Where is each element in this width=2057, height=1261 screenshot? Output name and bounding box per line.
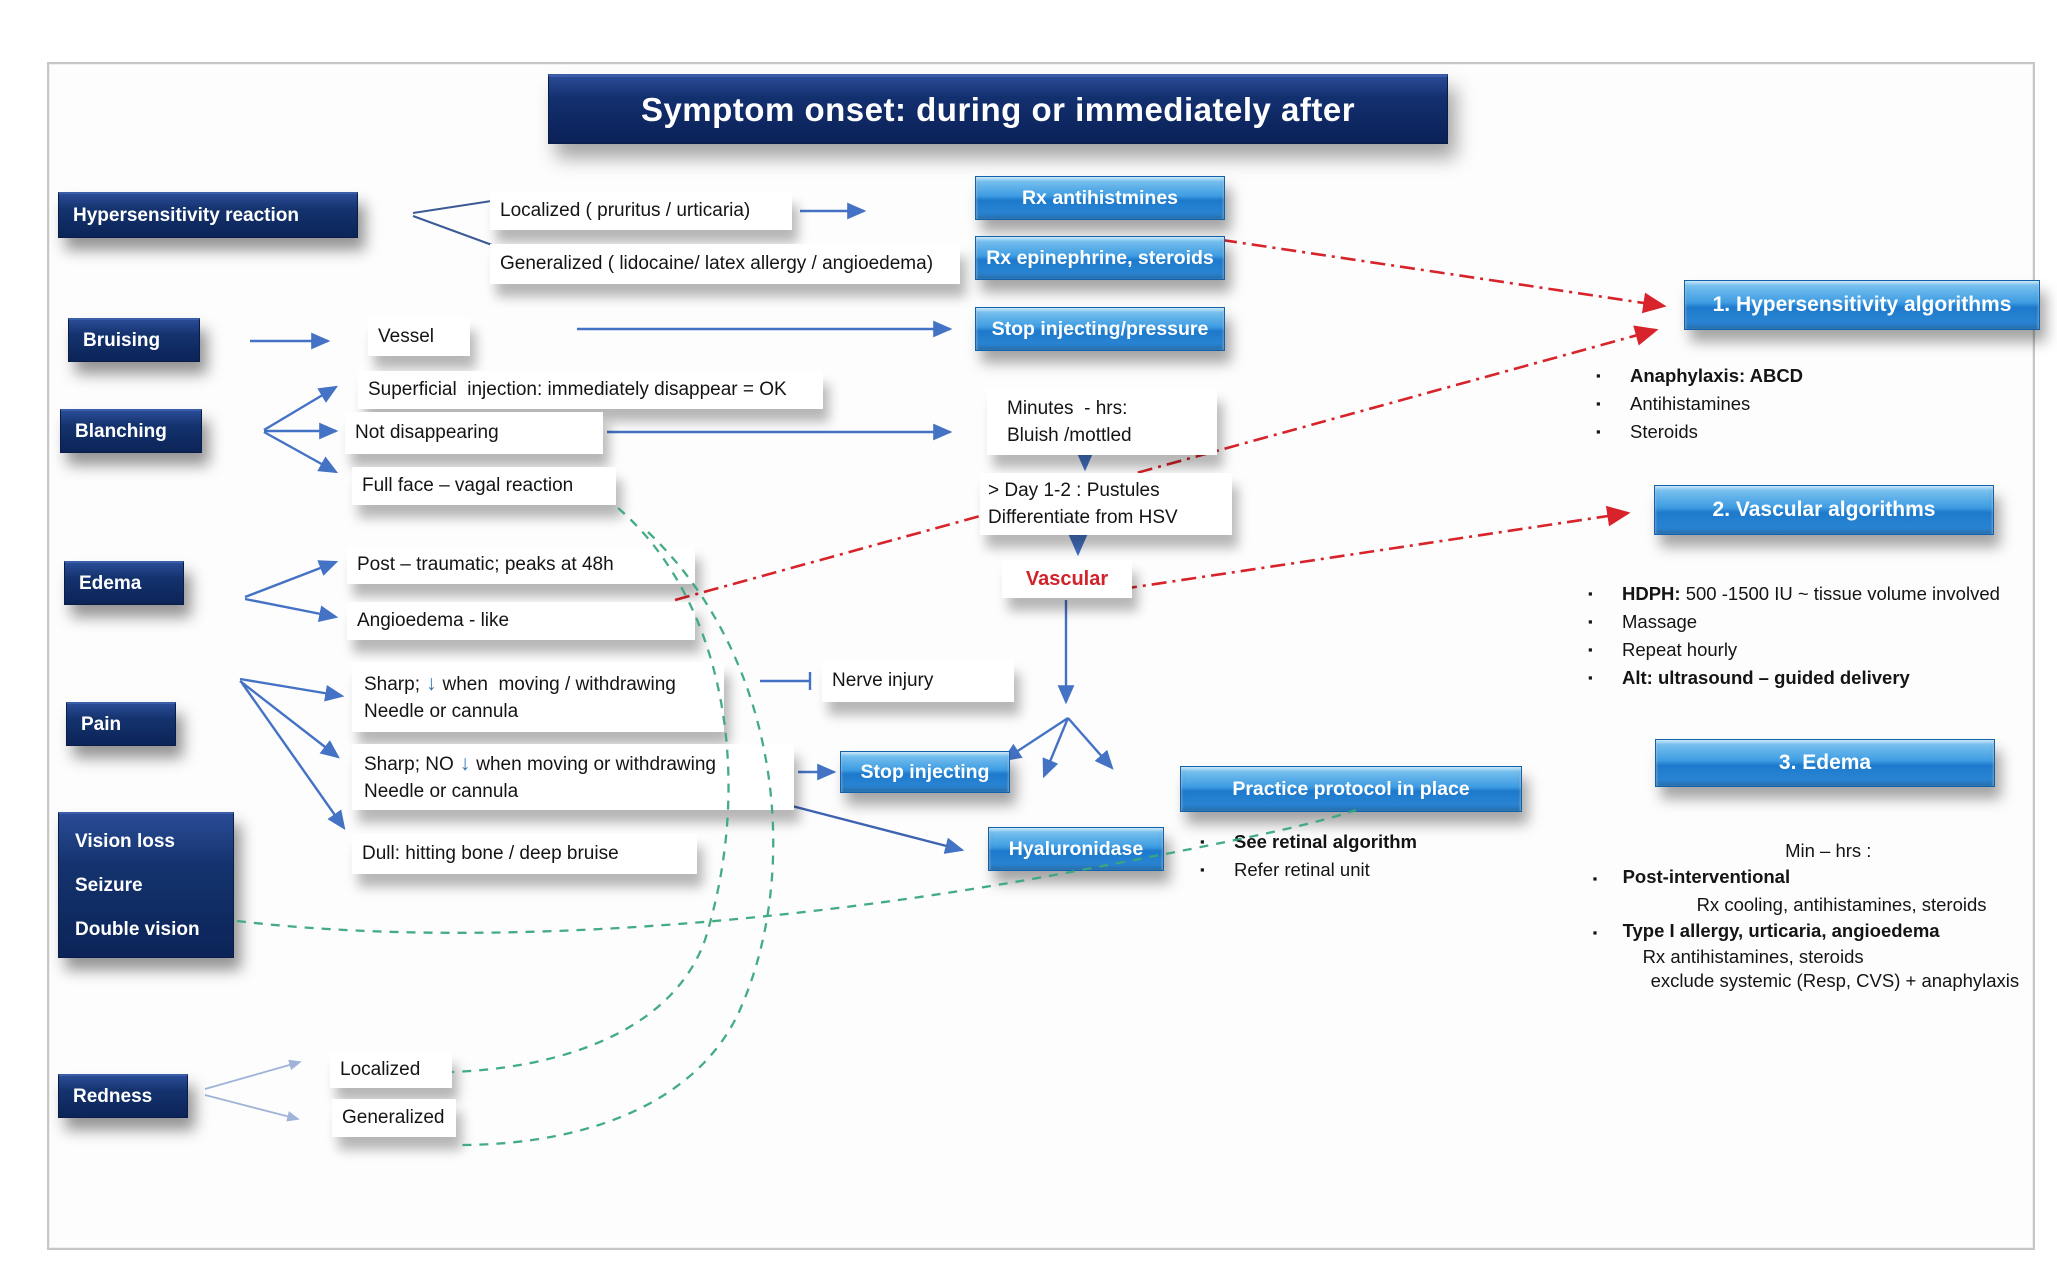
list-item [1200,828,1530,856]
bullet-text: Rx antihistamines, steroids [1642,946,1864,967]
note-minutes-hrs [987,389,1217,455]
arrow-fan-right [1068,718,1112,768]
arrow-edema-1 [245,562,336,597]
vascular-text: Vascular [1025,567,1109,590]
note-line1 [364,750,716,778]
arrow-to-hyaluronidase [792,806,962,850]
algo1-bullet-list [1596,362,2016,446]
bullet-text: Massage [1622,611,1698,632]
algo2-bullet-list [1588,580,2048,692]
button-label: Stop injecting [860,760,990,783]
bullet-text: Steroids [1630,421,1698,442]
bullet-text: exclude systemic (Resp, CVS) + anaphylaxis [1650,970,2020,991]
red-arrow-rx-to-algo1 [1222,240,1664,306]
bullet-icon: ▪ [1588,586,1593,601]
bullet-icon: ▪ [1588,614,1593,629]
button-label: Practice protocol in place [1232,777,1470,800]
note-text: Full face – vagal reaction [362,475,574,496]
bullet-icon: ▪ [1596,396,1601,411]
note-post-traumatic [347,546,695,584]
bullet-text: Rx cooling, antihistamines, steroids [1696,894,1987,915]
note-text: Post – traumatic; peaks at 48h [357,554,614,575]
bullet-text: Antihistamines [1630,393,1751,414]
label-text: Edema [79,572,142,594]
button-hyaluronidase [988,827,1164,871]
bullet-text [1622,580,2000,608]
button-rx-epinephrine [975,236,1225,280]
label-text: Blanching [75,420,167,442]
down-arrow-icon: ↓ [425,671,437,695]
note-nerve-injury [822,660,1014,702]
note-line1 [364,670,676,698]
list-item [1588,580,2048,608]
subtitle-text: Min – hrs : [1785,840,1872,861]
down-arrow-icon: ↓ [459,751,471,775]
label-text: Hypersensitivity reaction [73,204,299,226]
note-text: > Day 1-2 : Pustules [988,480,1160,501]
note-text: Minutes - hrs: [1007,398,1128,419]
note-text: Nerve injury [832,670,934,691]
note-vascular [1002,560,1132,598]
note-superficial [358,371,823,409]
button-label: Rx epinephrine, steroids [986,246,1214,269]
note-sharp-decrease [352,662,724,732]
label-redness [58,1074,188,1118]
note-text: Localized [340,1059,421,1080]
note-angioedema [347,602,695,640]
header-label: 2. Vascular algorithms [1712,498,1936,521]
bullet-icon: ▪ [1592,871,1598,886]
bullet-text: See retinal algorithm [1234,831,1417,852]
button-label: Hyaluronidase [1008,837,1144,860]
button-label: Rx antihistmines [1021,186,1179,209]
label-vision-loss: Vision loss [75,830,175,852]
note-localized-full [490,192,792,230]
label-text: Pain [81,713,122,735]
arrow-blanching-1 [264,387,336,430]
note-text: Sharp; [364,673,420,695]
note-localized-short [330,1052,452,1088]
label-text: Bruising [83,329,161,351]
button-rx-antihistamines [975,176,1225,220]
label-pain [66,702,176,746]
bullet-icon: ▪ [1596,368,1601,383]
note-full-face [352,467,616,505]
label-blanching [60,409,202,453]
label-bruising [68,318,200,362]
header-hypersensitivity-algorithms [1684,280,2040,330]
note-generalized-full [490,244,960,284]
bullet-icon: ▪ [1200,862,1205,877]
header-vascular-algorithms [1654,485,1994,535]
redness-fork-lines [205,1062,300,1119]
note-text: Angioedema - like [357,610,510,631]
note-text: Sharp; NO [364,753,454,775]
label-hypersensitivity [58,192,358,238]
note-text: when moving / withdrawing [442,673,676,695]
label-seizure: Seizure [75,874,143,896]
bullet-text: Type I allergy, urticaria, angioedema [1622,920,1940,941]
arrow-pain-3 [242,683,344,828]
bullet-text: Repeat hourly [1622,639,1738,660]
button-label: Stop injecting/pressure [991,317,1209,340]
list-item [1588,636,2048,664]
practice-bullet-list [1200,828,1530,884]
list-item [1588,664,2048,692]
button-stop-injecting [840,751,1010,793]
page-title: Symptom onset: during or immediately after [640,91,1356,128]
note-line2: Needle or cannula [364,780,519,802]
button-stop-injecting-pressure [975,307,1225,351]
title-banner [548,74,1448,144]
list-item [1596,390,2016,418]
arrow-edema-2 [245,599,336,617]
bullet-icon: ▪ [1588,642,1593,657]
note-text: Superficial injection: immediately disappear = OK [368,379,787,400]
bullet-icon: ▪ [1592,925,1598,940]
bullet-text: Post-interventional [1622,866,1791,887]
list-item [1596,418,2016,446]
bullet-text: Refer retinal unit [1234,859,1370,880]
list-item [1200,856,1530,884]
arrow-blanching-3 [264,432,336,472]
note-text: Generalized ( lidocaine/ latex allergy / angioedema) [500,253,934,274]
note-sharp-no-decrease [352,744,794,810]
note-text: Generalized [342,1107,445,1128]
note-text: when moving or withdrawing [476,753,716,775]
label-vision-seizure [58,812,234,958]
note-line2: Needle or cannula [364,700,519,722]
note-generalized-short [332,1099,456,1137]
list-item [1588,608,2048,636]
note-text: Bluish /mottled [1007,425,1132,446]
label-edema [64,561,184,605]
header-edema [1655,739,1995,787]
label-text: Redness [73,1085,153,1107]
bullet-icon: ▪ [1200,834,1205,849]
header-label: 3. Edema [1778,751,1872,774]
bullet-text: Alt: ultrasound – guided delivery [1622,667,1910,688]
note-dull [352,834,697,874]
label-double-vision: Double vision [75,918,200,940]
note-text: Not disappearing [355,422,499,443]
note-text: Dull: hitting bone / deep bruise [362,843,619,864]
bullet-icon: ▪ [1596,424,1601,439]
button-practice-protocol [1180,766,1522,812]
bullet-text: Anaphylaxis: ABCD [1630,365,1804,386]
header-label: 1. Hypersensitivity algorithms [1712,293,2012,316]
note-vessel [368,318,470,356]
note-text: Localized ( pruritus / urticaria) [500,200,751,221]
note-not-disappearing [345,412,603,454]
note-text: Differentiate from HSV [988,507,1178,528]
note-day12-pustules [980,473,1232,535]
note-text: Vessel [378,326,434,347]
bullet-rest: 500 -1500 IU ~ tissue volume involved [1680,583,2000,604]
bullet-icon: ▪ [1588,670,1593,685]
list-item [1596,362,2016,390]
bullet-strong: HDPH: [1622,583,1681,604]
